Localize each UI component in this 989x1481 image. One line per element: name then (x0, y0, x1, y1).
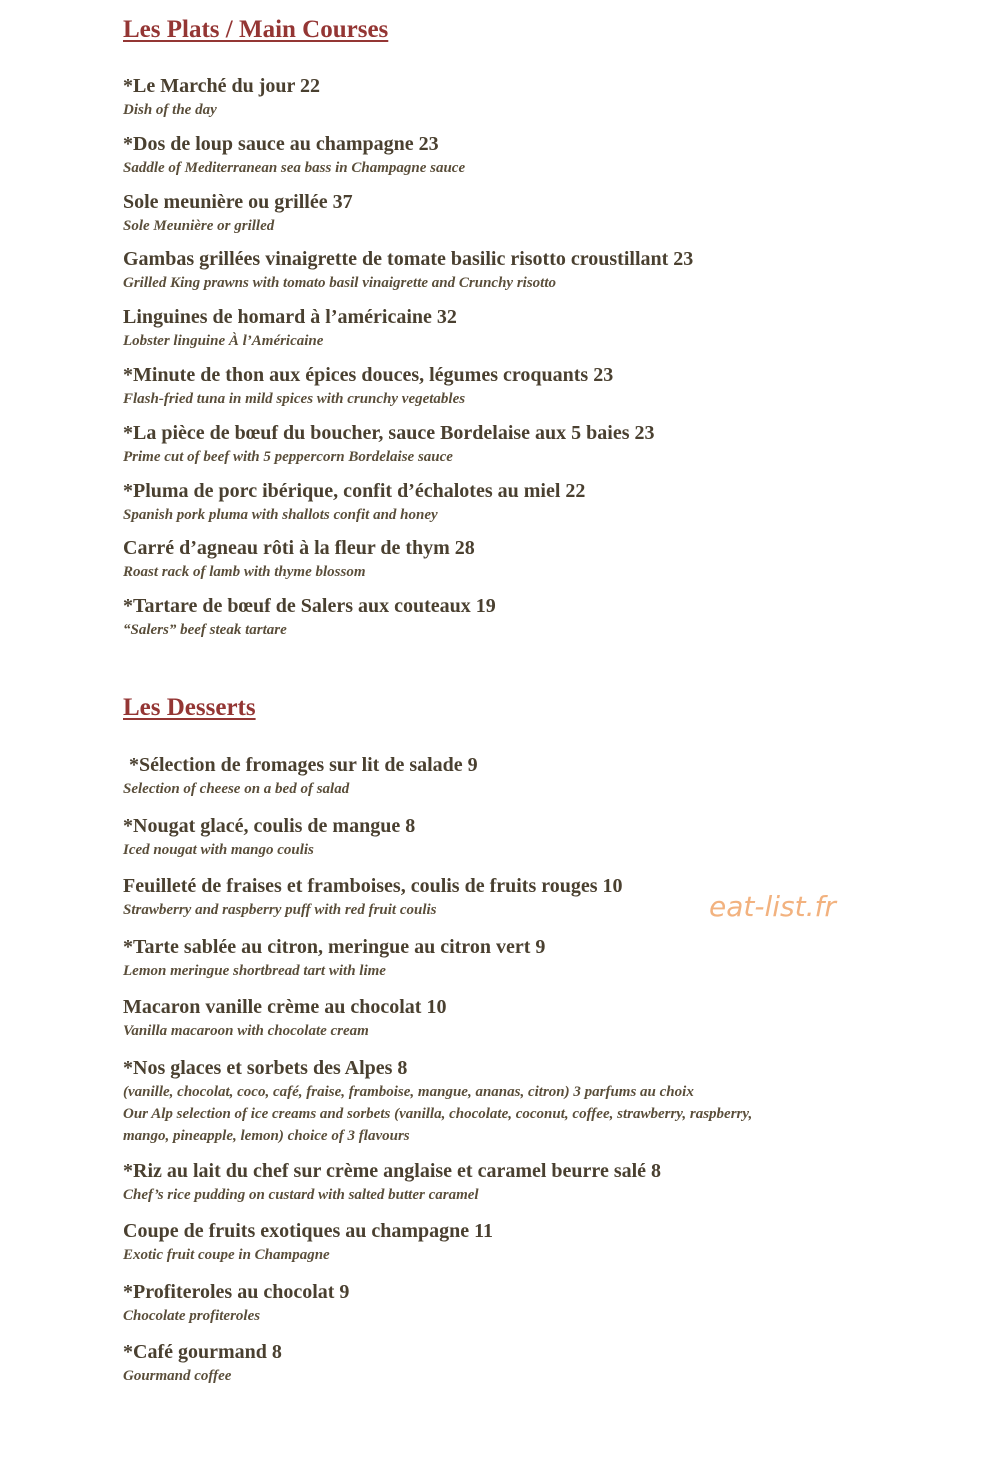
dish-name: Macaron vanille crème au chocolat 10 (123, 996, 447, 1018)
dish-name: Gambas grillées vinaigrette de tomate basilic risotto croustillant 23 (123, 248, 694, 271)
menu-item (123, 421, 963, 479)
dish-description: Roast rack of lamb with thyme blossom (123, 564, 366, 581)
dish-description: Strawberry and raspberry puff with red fruit coulis (123, 902, 437, 918)
dish-description: Lemon meringue shortbread tart with lime (123, 962, 386, 979)
dish-description: Sole Meunière or grilled (123, 217, 275, 234)
dish-name: Carré d’agneau rôti à la fleur de thym 28 (123, 537, 475, 560)
desserts-list (123, 753, 963, 1401)
dish-description: Chef’s rice pudding on custard with salted butter caramel (123, 1186, 479, 1203)
dish-description: Spanish pork pluma with shallots confit and honey (123, 506, 438, 523)
menu-item (123, 753, 963, 814)
dish-description: Gourmand coffee (123, 1368, 232, 1384)
dish-description: mango, pineapple, lemon) choice of 3 flavours (123, 1127, 410, 1144)
dish-name: Sole meunière ou grillée 37 (123, 190, 353, 213)
dish-description: Lobster linguine À l’Américaine (123, 333, 324, 350)
menu-item (123, 1340, 963, 1401)
dish-name: *Tartare de bœuf de Salers aux couteaux 19 (123, 595, 496, 618)
menu-item (123, 74, 963, 132)
menu-item (123, 995, 963, 1056)
menu-item (123, 479, 963, 537)
menu-item (123, 363, 963, 421)
dish-description: (vanille, chocolat, coco, café, fraise, framboise, mangue, ananas, citron) 3 parfums au choix (123, 1083, 694, 1100)
dish-name: *Dos de loup sauce au champagne 23 (123, 132, 439, 155)
dish-description: Selection of cheese on a bed of salad (123, 781, 350, 797)
dish-description: Flash-fried tuna in mild spices with crunchy vegetables (123, 390, 466, 407)
menu-item (123, 1056, 963, 1159)
main-courses-list (123, 74, 963, 652)
dish-name: *Profiteroles au chocolat 9 (123, 1280, 350, 1303)
dish-description: Dish of the day (123, 102, 217, 118)
dish-name: *La pièce de bœuf du boucher, sauce Bordelaise aux 5 baies 23 (123, 421, 655, 444)
dish-name: Coupe de fruits exotiques au champagne 11 (123, 1220, 494, 1242)
menu-item (123, 190, 963, 248)
menu-item (123, 132, 963, 190)
dish-description: Iced nougat with mango coulis (123, 841, 314, 858)
dish-name: *Pluma de porc ibérique, confit d’échalotes au miel 22 (123, 479, 586, 502)
watermark-text: eat-list.fr (709, 890, 836, 923)
dish-name: *Nougat glacé, coulis de mangue 8 (123, 814, 416, 837)
menu-item (123, 594, 963, 652)
section-title-desserts: Les Desserts (123, 694, 256, 721)
dish-description: Saddle of Mediterranean sea bass in Champagne sauce (123, 159, 466, 176)
dish-name: *Le Marché du jour 22 (123, 75, 321, 97)
menu-item (123, 247, 963, 305)
dish-name: *Tarte sablée au citron, meringue au citron vert 9 (123, 935, 546, 958)
dish-name: *Minute de thon aux épices douces, légumes croquants 23 (123, 363, 614, 386)
menu-item (123, 536, 963, 594)
dish-description: Prime cut of beef with 5 peppercorn Bordelaise sauce (123, 448, 453, 465)
dish-name: Feuilleté de fraises et framboises, coulis de fruits rouges 10 (123, 875, 623, 897)
dish-name: Linguines de homard à l’américaine 32 (123, 306, 457, 329)
menu-item (123, 1159, 963, 1220)
menu-item (123, 935, 963, 996)
dish-description: Vanilla macaroon with chocolate cream (123, 1023, 369, 1039)
dish-description: Exotic fruit coupe in Champagne (123, 1247, 330, 1263)
dish-name: *Café gourmand 8 (123, 1341, 282, 1363)
menu-item (123, 1280, 963, 1341)
dish-name: *Riz au lait du chef sur crème anglaise et caramel beurre salé 8 (123, 1159, 662, 1182)
dish-description: Our Alp selection of ice creams and sorbets (vanilla, chocolate, coconut, coffee, strawberry, raspberry, (123, 1105, 753, 1122)
dish-name: *Sélection de fromages sur lit de salade 9 (129, 754, 478, 776)
dish-name: *Nos glaces et sorbets des Alpes 8 (123, 1056, 408, 1079)
dish-description: Grilled King prawns with tomato basil vinaigrette and Crunchy risotto (123, 275, 557, 292)
menu-item (123, 814, 963, 875)
menu-item (123, 305, 963, 363)
section-title-main-courses: Les Plats / Main Courses (123, 16, 389, 43)
dish-description: Chocolate profiteroles (123, 1307, 261, 1324)
menu-item (123, 874, 963, 935)
dish-description: “Salers” beef steak tartare (123, 622, 287, 639)
menu-item (123, 1219, 963, 1280)
